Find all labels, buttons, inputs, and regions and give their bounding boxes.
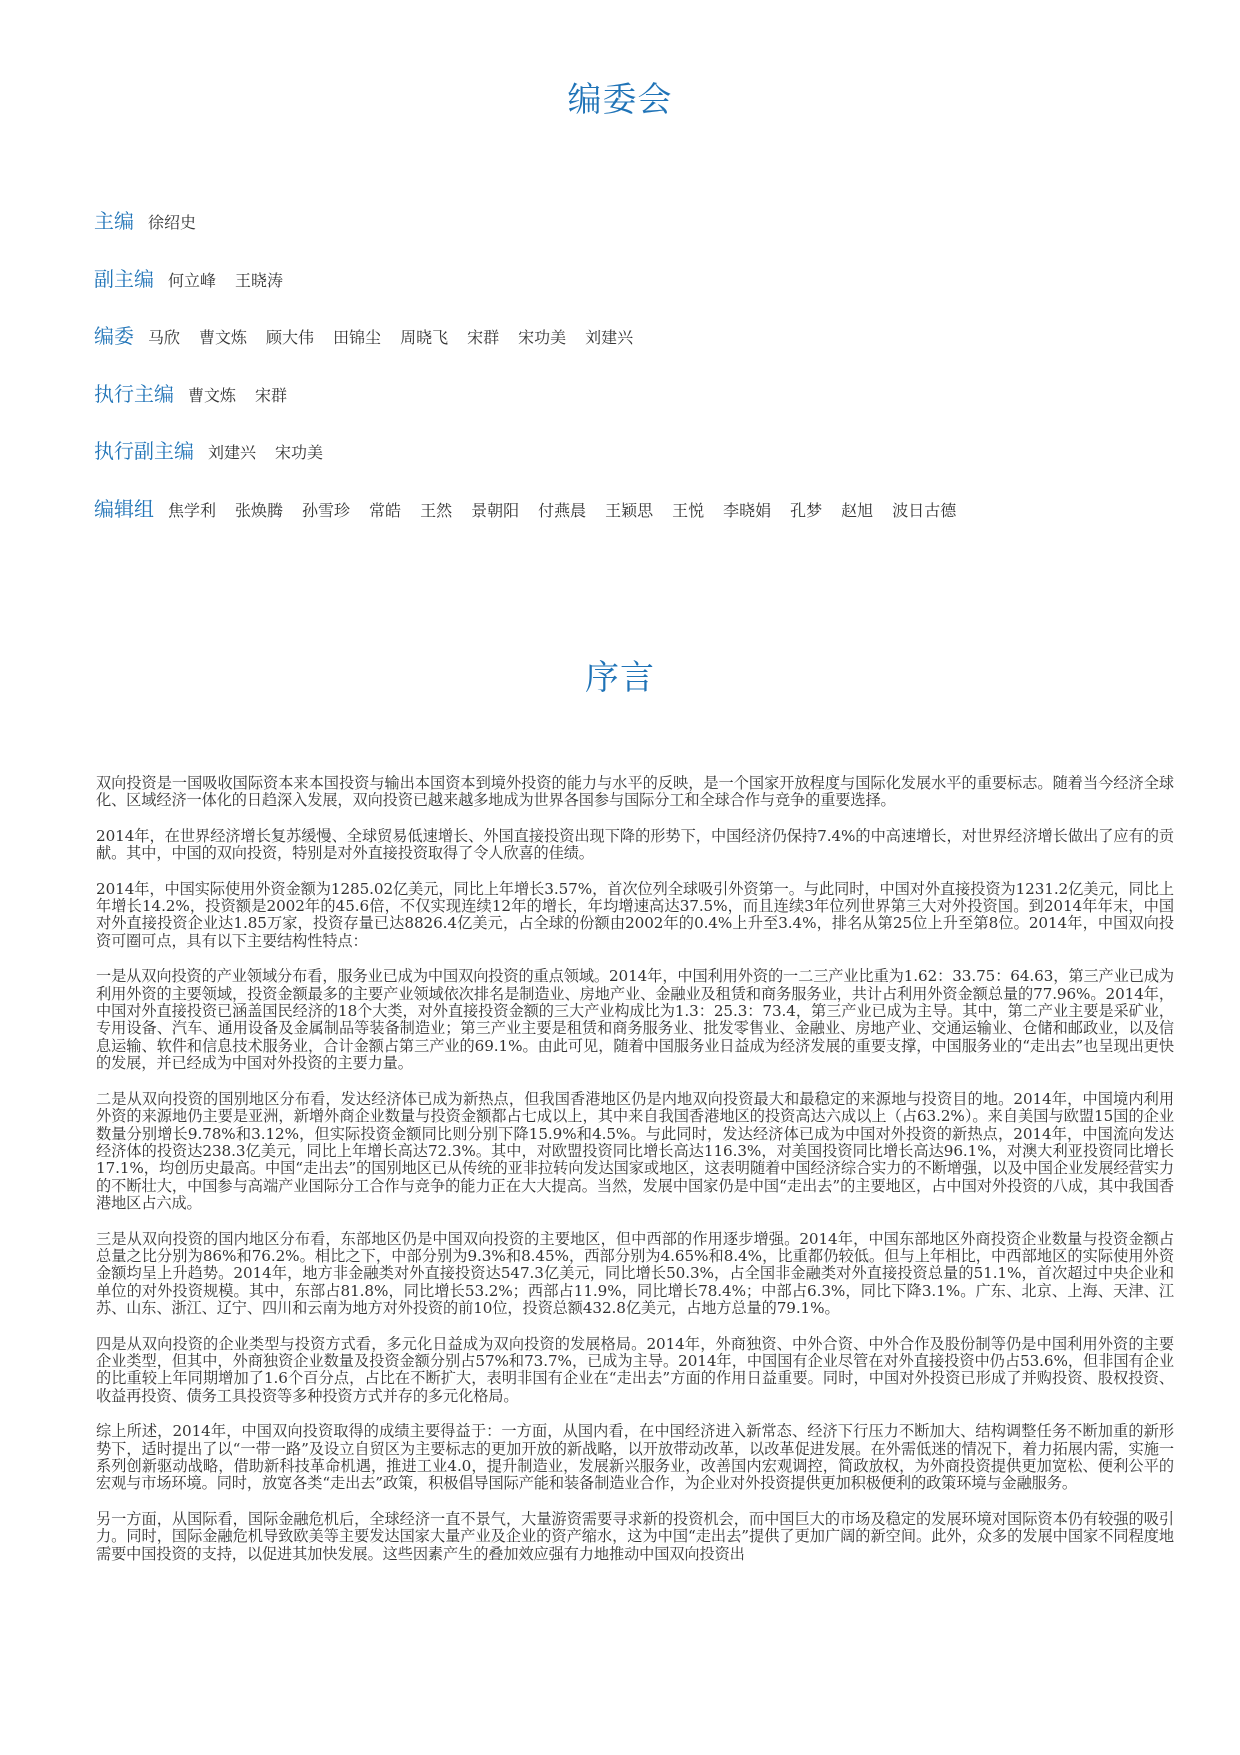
board-role-label: 编辑组 (94, 496, 154, 521)
preface-paragraph: 二是从双向投资的国别地区分布看，发达经济体已成为新热点，但我国香港地区仍是内地双向投资最大和最稳定的来源地与投资目的地。2014年，中国境内利用外资的来源地仍主要是亚洲，新增外商企业数量与投资金额都占七成以上，其中来自我国香港地区的投资高达六成以上（占63.2%）。来自美国与欧盟15国的企业数量分别增长9.78%和3.12%，但实际投资金额同比则分别下降15.9%和4.5%。与此同时，发达经济体已成为中国对外投资的新热点，2014年，中国流向发达经济体的投资达238.3亿美元，同比上年增长高达72.3%。其中，对欧盟投资同比增长高达116.3%，对美国投资同比增长高达96.1%，对澳大利亚投资同比增长17.1%，均创历史最高。中国“走出去”的国别地区已从传统的亚非拉转向发达国家或地区，这表明随着中国经济综合实力的不断增强，以及中国企业发展经营实力的不断壮大，中国参与高端产业国际分工合作与竞争的能力正在大大提高。当然，发展中国家仍是中国“走出去”的主要地区，占中国对外投资的八成，其中我国香港地区占六成。 (96, 1089, 1174, 1213)
editorial-board-list (94, 205, 1154, 550)
board-member-name: 付燕晨 (538, 500, 587, 520)
board-role-label: 编委 (94, 324, 134, 348)
board-row (94, 263, 1154, 321)
board-member-names (168, 498, 975, 521)
board-member-name: 王晓涛 (235, 270, 284, 290)
board-member-name: 宋功美 (518, 328, 567, 347)
board-member-name: 孔梦 (790, 500, 823, 520)
board-member-name: 王颖思 (605, 500, 654, 520)
board-member-name: 宋群 (255, 385, 288, 405)
board-member-name: 孙雪珍 (302, 500, 351, 520)
board-member-names (148, 210, 215, 233)
board-member-name: 曹文炼 (188, 385, 237, 405)
preface-paragraph: 一是从双向投资的产业领域分布看，服务业已成为中国双向投资的重点领域。2014年，中国利用外资的一二三产业比重为1.62：33.75：64.63，第三产业已成为利用外资的主要领域，投资金额最多的主要产业领域依次排名是制造业、房地产业、金融业及租赁和商务服务业，共计占利用外资金额总量的77.96%。2014年，中国对外直接投资已涵盖国民经济的18个大类，对外直接投资金额的三大产业构成比为1.3：25.3：73.4，第三产业已成为主导。其中，第二产业主要是采矿业，专用设备、汽车、通用设备及金属制品等装备制造业；第三产业主要是租赁和商务服务业、批发零售业、金融业、房地产业、交通运输业、仓储和邮政业，以及信息运输、软件和信息技术服务业，合计金额占第三产业的69.1%。由此可见，随着中国服务业日益成为经济发展的重要支撑，中国服务业的“走出去”也呈现出更快的发展，并已经成为中国对外投资的主要力量。 (96, 967, 1174, 1073)
board-member-name: 常皓 (369, 500, 402, 520)
board-row (94, 435, 1154, 493)
board-role-label: 主编 (94, 209, 134, 233)
board-role-label: 副主编 (94, 266, 154, 291)
board-member-name: 宋功美 (275, 443, 324, 462)
board-row (94, 320, 1154, 378)
board-member-name: 景朝阳 (471, 500, 520, 520)
board-member-name: 王然 (420, 500, 453, 520)
board-member-name: 张焕腾 (235, 500, 284, 520)
board-member-names (188, 383, 306, 406)
board-role-label: 执行主编 (94, 381, 174, 406)
board-member-name: 赵旭 (841, 500, 874, 520)
board-member-names (148, 325, 652, 348)
board-member-name: 马欣 (148, 328, 181, 347)
board-member-name: 宋群 (467, 328, 500, 347)
board-member-name: 李晓娟 (723, 500, 772, 520)
preface-paragraph: 综上所述，2014年，中国双向投资取得的成绩主要得益于：一方面，从国内看，在中国经济进入新常态、经济下行压力不断加大、结构调整任务不断加重的新形势下，适时提出了以“一带一路”及设立自贸区为主要标志的更加开放的新战略，以开放带动改革，以改革促进发展。在外需低迷的情况下，着力拓展内需，实施一系列创新驱动战略，借助新科技革命机遇，推进工业4.0，提升制造业，发展新兴服务业，改善国内宏观调控，简政放权，为外商投资提供更加宽松、便利公平的宏观与市场环境。同时，放宽各类“走出去”政策，积极倡导国际产能和装备制造业合作，为企业对外投资提供更加积极便利的政策环境与金融服务。 (96, 1422, 1174, 1493)
board-member-name: 周晓飞 (400, 328, 449, 347)
preface-title: 序言 (585, 658, 655, 698)
preface-paragraph: 另一方面，从国际看，国际金融危机后，全球经济一直不景气，大量游资需要寻求新的投资机会，而中国巨大的市场及稳定的发展环境对国际资本仍有较强的吸引力。同时，国际金融危机导致欧美等主要发达国家大量产业及企业的资产缩水，这为中国“走出去”提供了更加广阔的新空间。此外，众多的发展中国家不同程度地需要中国投资的支持，以促进其加快发展。这些因素产生的叠加效应强有力地推动中国双向投资出 (96, 1509, 1174, 1563)
board-row (94, 493, 1154, 551)
board-member-name: 刘建兴 (585, 328, 634, 347)
preface-paragraph: 三是从双向投资的国内地区分布看，东部地区仍是中国双向投资的主要地区，但中西部的作用逐步增强。2014年，中国东部地区外商投资企业数量与投资金额占总量之比分别为86%和76.2%。相比之下，中部分别为9.3%和8.45%，西部分别为4.65%和8.4%，比重都仍较低。但与上年相比，中西部地区的实际使用外资金额均呈上升趋势。2014年，地方非金融类对外直接投资达547.3亿美元，同比增长50.3%，占全国非金融类对外直接投资总量的51.1%，首次超过中央企业和单位的对外投资规模。其中，东部占81.8%，同比增长53.2%；西部占11.9%，同比增长78.4%；中部占6.3%，同比下降3.1%。广东、北京、上海、天津、江苏、山东、浙江、辽宁、四川和云南为地方对外投资的前10位，投资总额432.8亿美元，占地方总量的79.1%。 (96, 1229, 1174, 1318)
preface-paragraph: 四是从双向投资的企业类型与投资方式看，多元化日益成为双向投资的发展格局。2014年，外商独资、中外合资、中外合作及股份制等仍是中国利用外资的主要企业类型，但其中，外商独资企业数量及投资金额分别占57%和73.7%，已成为主导。2014年，中国国有企业尽管在对外直接投资中仍占53.6%，但非国有企业的比重较上年同期增加了1.6个百分点，占比在不断扩大，表明非国有企业在“走出去”方面的作用日益重要。同时，中国对外投资已形成了并购投资、股权投资、收益再投资、债务工具投资等多种投资方式并存的多元化格局。 (96, 1334, 1174, 1405)
board-member-name: 曹文炼 (199, 328, 248, 347)
board-member-name: 刘建兴 (208, 443, 257, 462)
board-member-names (168, 268, 302, 291)
board-member-names (208, 440, 342, 463)
board-member-name: 王悦 (672, 500, 705, 520)
preface-paragraph: 2014年，中国实际使用外资金额为1285.02亿美元，同比上年增长3.57%，首次位列全球吸引外资第一。与此同时，中国对外直接投资为1231.2亿美元，同比上年增长14.2%，投资额是2002年的45.6倍，不仅实现连续12年的增长，年均增速高达37.5%，而且连续3年位列世界第三大对外投资国。到2014年年末，中国对外直接投资企业达1.85万家，投资存量已达8826.4亿美元，占全球的份额由2002年的0.4%上升至3.4%，排名从第25位上升至第8位。2014年，中国双向投资可圈可点，具有以下主要结构性特点： (96, 879, 1174, 950)
board-row (94, 205, 1154, 263)
board-row (94, 378, 1154, 436)
editorial-board-title: 编委会 (567, 80, 673, 120)
board-member-name: 焦学利 (168, 500, 217, 520)
board-member-name: 徐绍史 (148, 213, 197, 232)
board-member-name: 顾大伟 (266, 328, 315, 347)
board-role-label: 执行副主编 (94, 439, 194, 463)
board-member-name: 田锦尘 (333, 328, 382, 347)
preface-paragraph: 双向投资是一国吸收国际资本来本国投资与输出本国资本到境外投资的能力与水平的反映，是一个国家开放程度与国际化发展水平的重要标志。随着当今经济全球化、区域经济一体化的日趋深入发展，双向投资已越来越多地成为世界各国参与国际分工和全球合作与竞争的重要选择。 (96, 774, 1174, 810)
board-member-name: 何立峰 (168, 270, 217, 290)
preface-paragraph: 2014年，在世界经济增长复苏缓慢、全球贸易低速增长、外国直接投资出现下降的形势下，中国经济仍保持7.4%的中高速增长，对世界经济增长做出了应有的贡献。其中，中国的双向投资，特别是对外直接投资取得了令人欣喜的佳绩。 (96, 826, 1174, 863)
preface-body (96, 775, 1174, 1581)
board-member-name: 波日古德 (892, 500, 957, 520)
